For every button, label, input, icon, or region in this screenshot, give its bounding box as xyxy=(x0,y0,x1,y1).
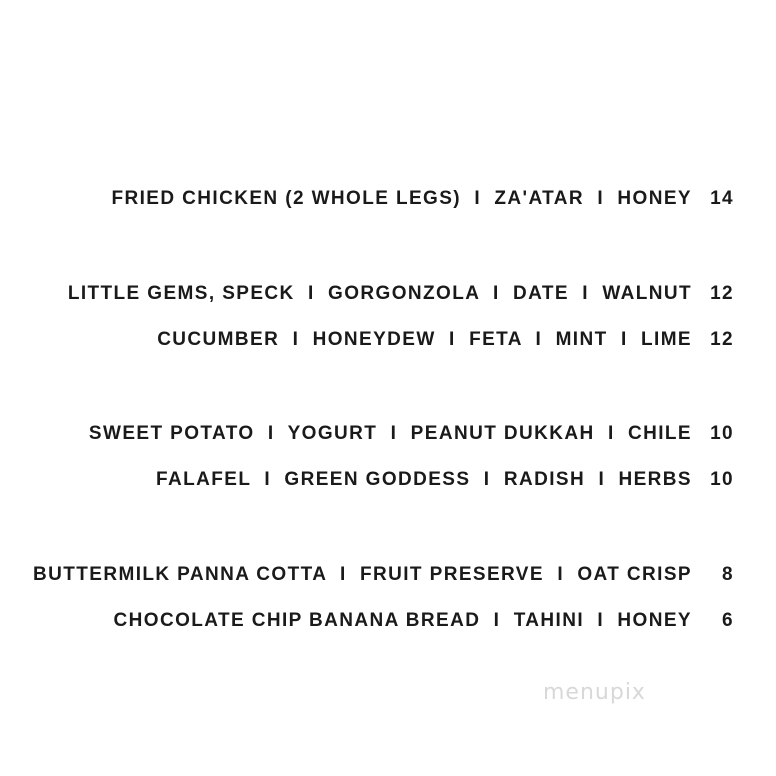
menu-item xyxy=(68,283,734,305)
menu-item-name: FRIED CHICKEN (2 WHOLE LEGS) I ZA'ATAR I HONEY xyxy=(111,188,692,209)
menu-item-price: 12 xyxy=(710,283,734,304)
menu-item-name: CHOCOLATE CHIP BANANA BREAD I TAHINI I HONEY xyxy=(113,610,692,631)
menu-item xyxy=(112,188,735,210)
menu-item xyxy=(114,610,734,632)
menu-item-price: 14 xyxy=(710,188,734,209)
menupix-watermark: menupix xyxy=(543,680,646,705)
menu-item-name: LITTLE GEMS, SPECK I GORGONZOLA I DATE I WALNUT xyxy=(67,283,692,304)
menu-item-price: 8 xyxy=(722,564,734,585)
menu-item-name: BUTTERMILK PANNA COTTA I FRUIT PRESERVE I OAT CRISP xyxy=(33,564,692,585)
menu-item-price: 10 xyxy=(710,469,734,490)
menu-item xyxy=(156,469,734,491)
menu-item-name: SWEET POTATO I YOGURT I PEANUT DUKKAH I CHILE xyxy=(88,423,692,444)
menu-item-price: 10 xyxy=(710,423,734,444)
menu-item-name: FALAFEL I GREEN GODDESS I RADISH I HERBS xyxy=(156,469,692,490)
menu-item-name: CUCUMBER I HONEYDEW I FETA I MINT I LIME xyxy=(157,329,692,350)
menu-item-price: 6 xyxy=(722,610,734,631)
menu-item xyxy=(89,423,734,445)
menu-item xyxy=(157,329,734,351)
menu-item-price: 12 xyxy=(710,329,734,350)
menu-item xyxy=(33,564,734,586)
